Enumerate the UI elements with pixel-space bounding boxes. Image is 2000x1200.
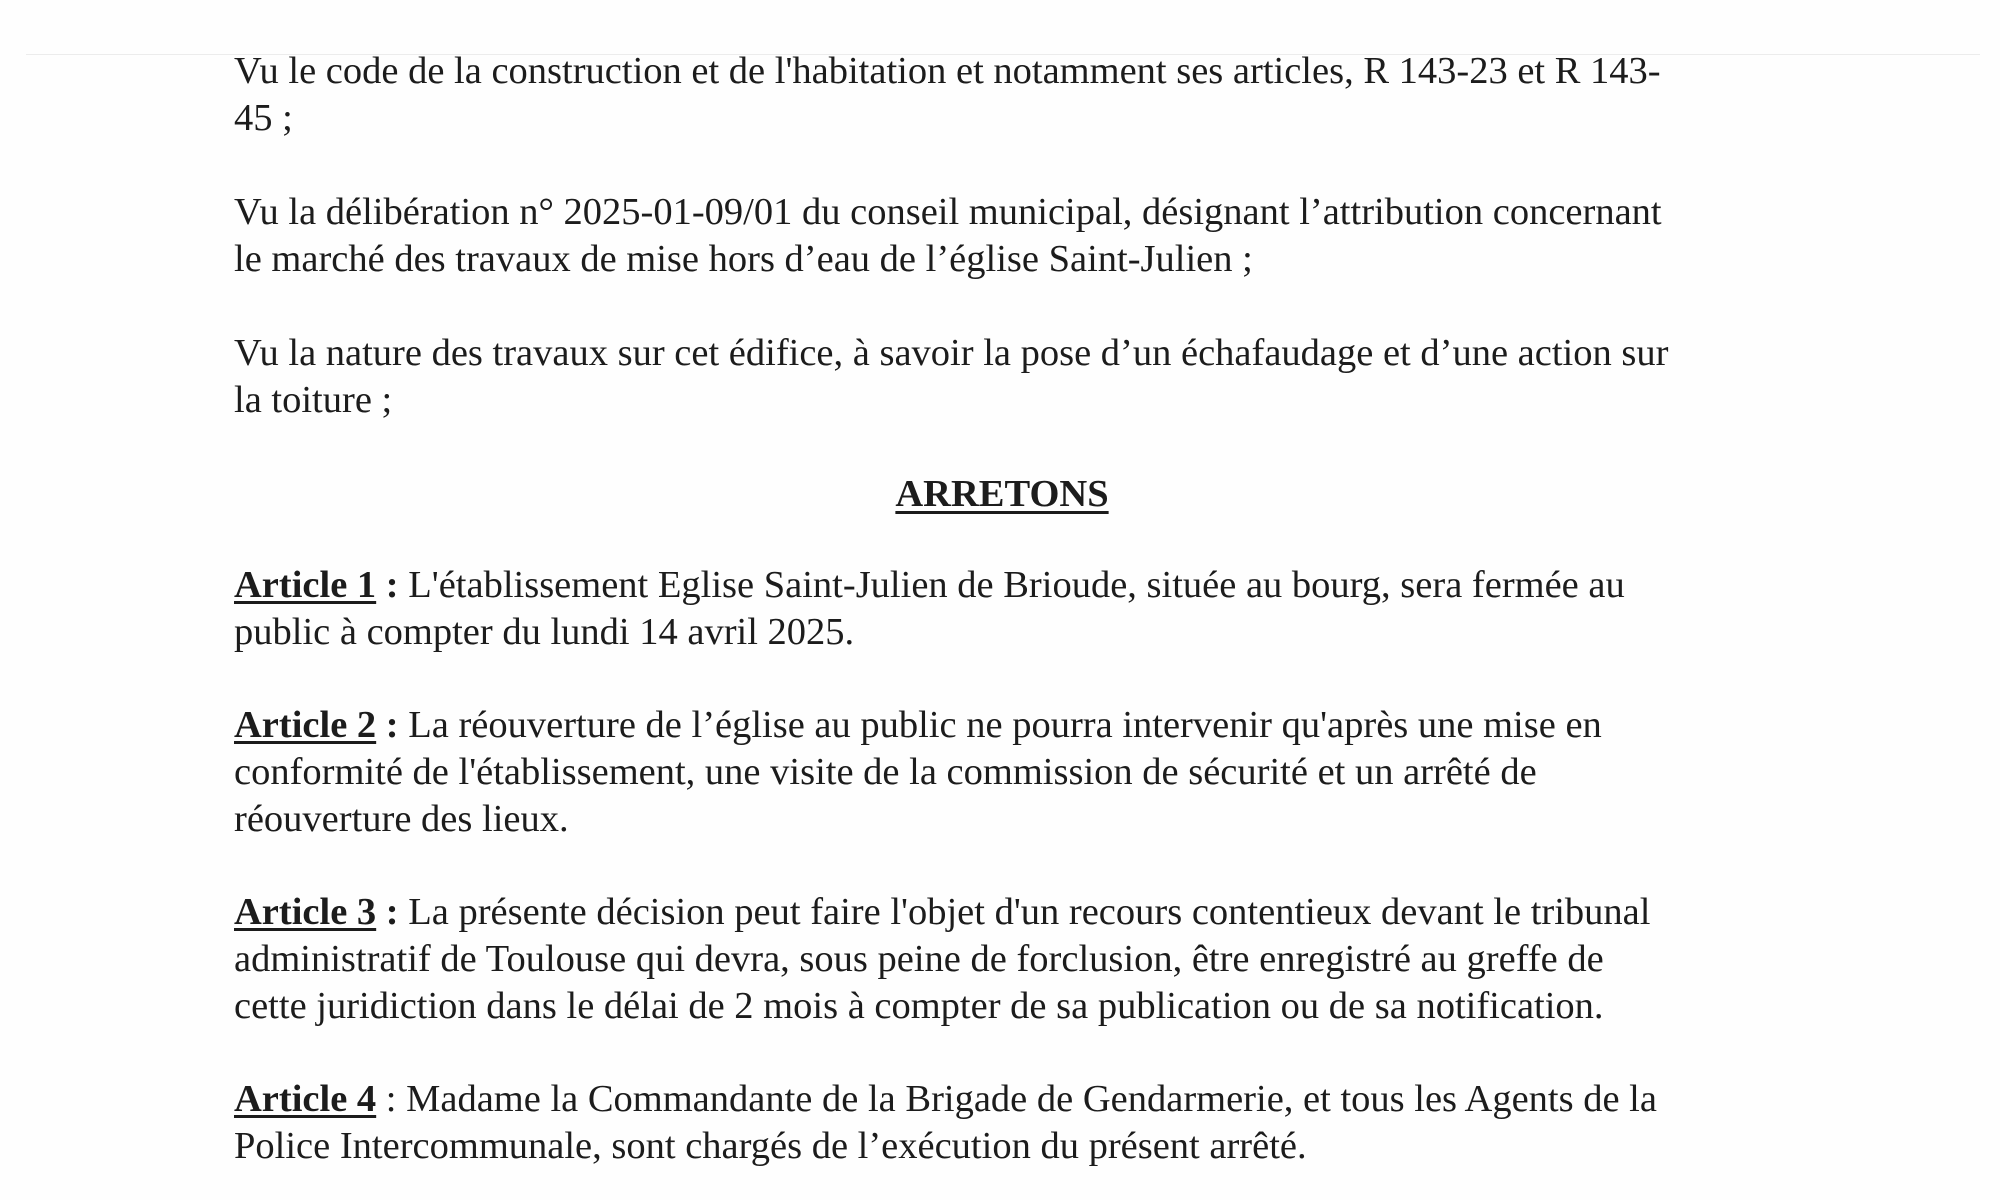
vu-paragraph-deliberation — [234, 189, 1794, 283]
article-4 — [234, 1076, 1794, 1170]
article-separator: : — [376, 891, 409, 933]
article-3-label: Article 3 — [234, 891, 377, 933]
vu-paragraph-construction-code — [234, 48, 1794, 142]
article-line: cette juridiction dans le délai de 2 mois à compter de sa publication ou de sa notification. — [234, 985, 1604, 1027]
article-line: réouverture des lieux. — [234, 798, 569, 840]
vu-paragraph-nature-of-works — [234, 330, 1794, 424]
article-line: L'établissement Eglise Saint-Julien de Brioude, située au bourg, sera fermée au — [408, 564, 1625, 606]
paragraph-line: le marché des travaux de mise hors d’eau de l’église Saint-Julien ; — [234, 238, 1253, 280]
article-1-label: Article 1 — [234, 564, 377, 606]
paragraph-line: la toiture ; — [234, 379, 393, 421]
document-body — [234, 48, 1794, 1200]
paragraph-line: Vu la nature des travaux sur cet édifice, à savoir la pose d’un échafaudage et d’une action sur — [234, 332, 1669, 374]
paragraph-line: 45 ; — [234, 97, 293, 139]
article-separator: : — [376, 564, 409, 606]
article-2 — [234, 702, 1794, 843]
article-1 — [234, 562, 1794, 656]
article-separator: : — [376, 704, 409, 746]
article-separator: : — [376, 1078, 407, 1120]
paragraph-line: Vu le code de la construction et de l'habitation et notamment ses articles, R 143-23 et R 143- — [234, 50, 1661, 92]
article-line: public à compter du lundi 14 avril 2025. — [234, 611, 855, 653]
article-line: administratif de Toulouse qui devra, sous peine de forclusion, être enregistré au greffe de — [234, 938, 1604, 980]
article-line: Madame la Commandante de la Brigade de Gendarmerie, et tous les Agents de la — [406, 1078, 1657, 1120]
article-line: conformité de l'établissement, une visite de la commission de sécurité et un arrêté de — [234, 751, 1537, 793]
article-2-label: Article 2 — [234, 704, 377, 746]
article-3 — [234, 889, 1794, 1030]
section-heading-arretons: ARRETONS — [895, 473, 1109, 515]
article-line: La réouverture de l’église au public ne pourra intervenir qu'après une mise en — [408, 704, 1602, 746]
article-line: La présente décision peut faire l'objet d'un recours contentieux devant le tribunal — [408, 891, 1651, 933]
article-4-label: Article 4 — [234, 1078, 377, 1120]
article-line: Police Intercommunale, sont chargés de l’exécution du présent arrêté. — [234, 1125, 1307, 1167]
paragraph-line: Vu la délibération n° 2025-01-09/01 du conseil municipal, désignant l’attribution concernant — [234, 191, 1662, 233]
